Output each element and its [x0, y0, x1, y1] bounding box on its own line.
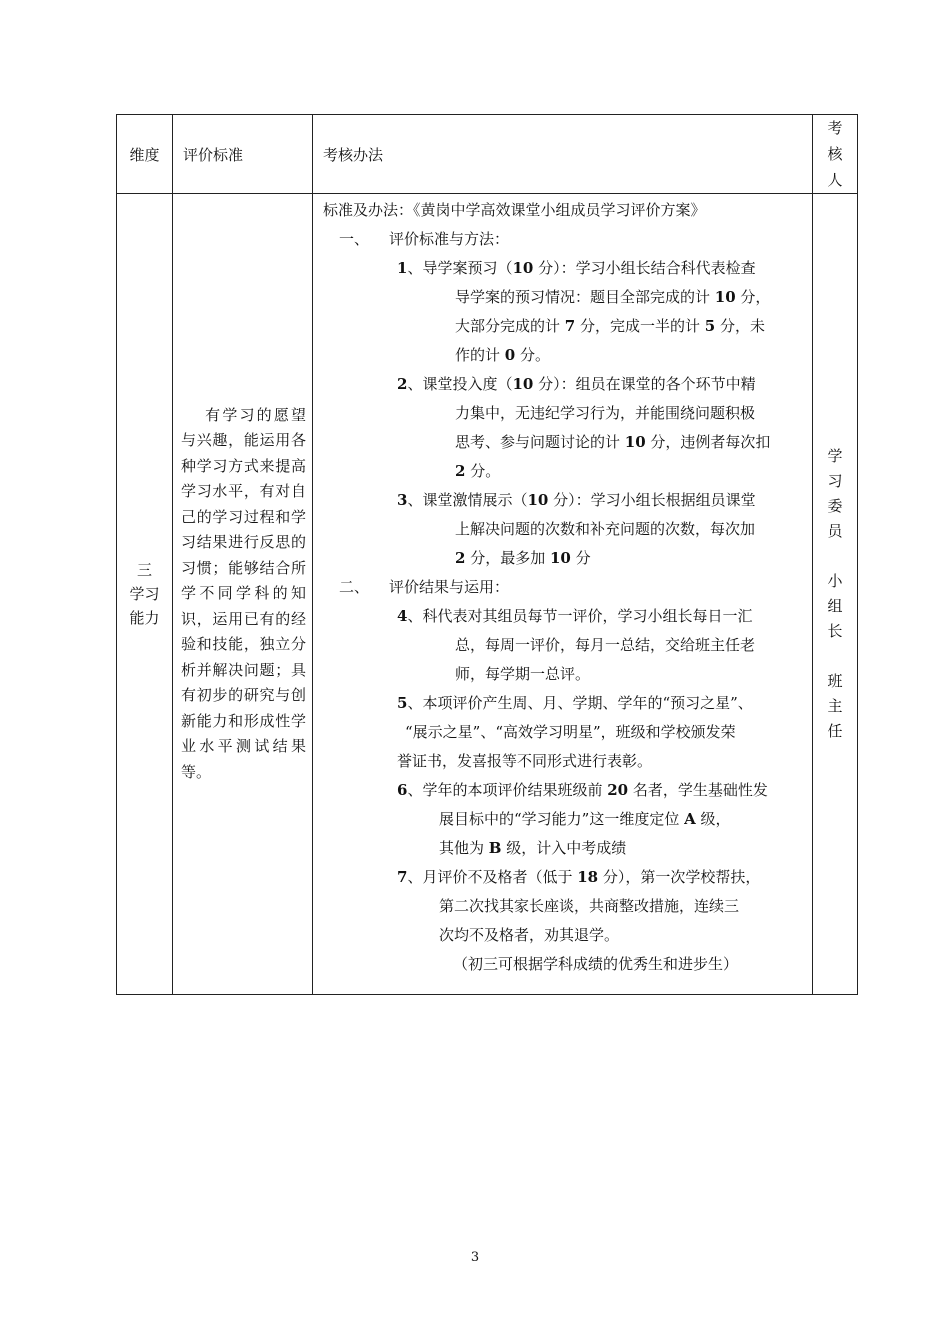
reviewer-char: 小: [827, 572, 843, 590]
reviewer-group: [813, 444, 857, 544]
list-item-line: 思考、参与问题讨论的计 10 分，违例者每次扣: [455, 433, 771, 451]
header-reviewer-char: 考: [827, 119, 843, 137]
list-item-line: 作的计 0 分。: [455, 346, 550, 364]
evaluation-table: [116, 114, 858, 995]
list-item-line: 总，每周一评价，每月一总结，交给班主任老: [455, 636, 756, 654]
dimension-cell: [117, 194, 173, 995]
list-item-line: 力集中，无违纪学习行为，并能围绕问题积极: [455, 404, 756, 422]
dimension-line: 三: [136, 561, 152, 579]
list-item-line: 2 分。: [455, 462, 501, 480]
list-item-line: 导学案的预习情况：题目全部完成的计 10 分，: [455, 288, 771, 306]
section-title: 评价结果与运用：: [389, 578, 510, 596]
method-intro: 标准及办法：《黄岗中学高效课堂小组成员学习评价方案》: [323, 201, 706, 219]
reviewer-char: 班: [827, 672, 843, 690]
section-number: 二、: [339, 578, 370, 596]
header-standard: 评价标准: [173, 115, 313, 194]
table-header-row: [117, 115, 858, 194]
list-item: 1、导学案预习（10 分）：学习小组长结合科代表检查: [397, 259, 756, 277]
dimension-line: 能力: [129, 609, 160, 627]
reviewer-char: 组: [827, 597, 843, 615]
list-item-line: “展示之星”、“高效学习明星”，班级和学校颁发荣: [405, 723, 736, 741]
method-content: [313, 194, 812, 994]
standard-text: [173, 403, 312, 786]
list-item-line: 第二次找其家长座谈，共商整改措施，连续三: [439, 897, 740, 915]
list-item-line: 次均不及格者，劝其退学。: [439, 926, 620, 944]
reviewer-group: [813, 569, 857, 644]
list-item-line: 展目标中的“学习能力”这一维度定位 A 级，: [439, 810, 731, 828]
method-note: （初三可根据学科成绩的优秀生和进步生）: [453, 955, 739, 973]
list-item: 5、本项评价产生周、月、学期、学年的“预习之星”、: [397, 694, 753, 712]
table-row: [117, 194, 858, 995]
reviewer-char: 委: [827, 497, 843, 515]
section-number: 一、: [339, 230, 370, 248]
reviewer-cell: [813, 194, 858, 995]
standard-cell: [173, 194, 313, 995]
list-item-line: 大部分完成的计 7 分，完成一半的计 5 分，未: [455, 317, 765, 335]
list-item: 7、月评价不及格者（低于 18 分），第一次学校帮扶，: [397, 868, 761, 886]
list-item: 4、科代表对其组员每节一评价，学习小组长每日一汇: [397, 607, 753, 625]
list-item-line: 师，每学期一总评。: [455, 665, 591, 683]
page-number: 3: [470, 1250, 480, 1265]
list-item-line: 2 分，最多加 10 分: [455, 549, 591, 567]
standard-body: 有学习的愿望与兴趣，能运用各种学习方式来提高学习水平，有对自己的学习过程和学习结果进行反思的习惯；能够结合所学不同学科的知识，运用已有的经验和技能，独立分析并解决问题；具有初步的研究与创新能力和形成性学业水平测试结果等。: [181, 405, 306, 781]
header-dimension: 维度: [117, 115, 173, 194]
dimension-line: 学习: [129, 585, 160, 603]
list-item-line: 上解决问题的次数和补充问题的次数，每次加: [455, 520, 756, 538]
header-reviewer: [813, 115, 858, 194]
reviewer-char: 学: [827, 447, 843, 465]
list-item: 3、课堂激情展示（10 分）：学习小组长根据组员课堂: [397, 491, 756, 509]
reviewer-group: [813, 669, 857, 744]
header-reviewer-char: 核: [827, 145, 843, 163]
reviewer-char: 主: [827, 697, 843, 715]
method-cell: [313, 194, 813, 995]
section-title: 评价标准与方法：: [389, 230, 510, 248]
list-item: 6、学年的本项评价结果班级前 20 名者，学生基础性发: [397, 781, 768, 799]
reviewer-char: 任: [827, 722, 843, 740]
reviewer-char: 长: [827, 622, 843, 640]
list-item: 2、课堂投入度（10 分）：组员在课堂的各个环节中精: [397, 375, 756, 393]
list-item-line: 其他为 B 级，计入中考成绩: [439, 839, 627, 857]
list-item-line: 誉证书，发喜报等不同形式进行表彰。: [397, 752, 653, 770]
header-reviewer-char: 人: [827, 171, 843, 189]
reviewer-char: 员: [827, 522, 843, 540]
header-method: 考核办法: [313, 115, 813, 194]
reviewer-char: 习: [827, 472, 843, 490]
